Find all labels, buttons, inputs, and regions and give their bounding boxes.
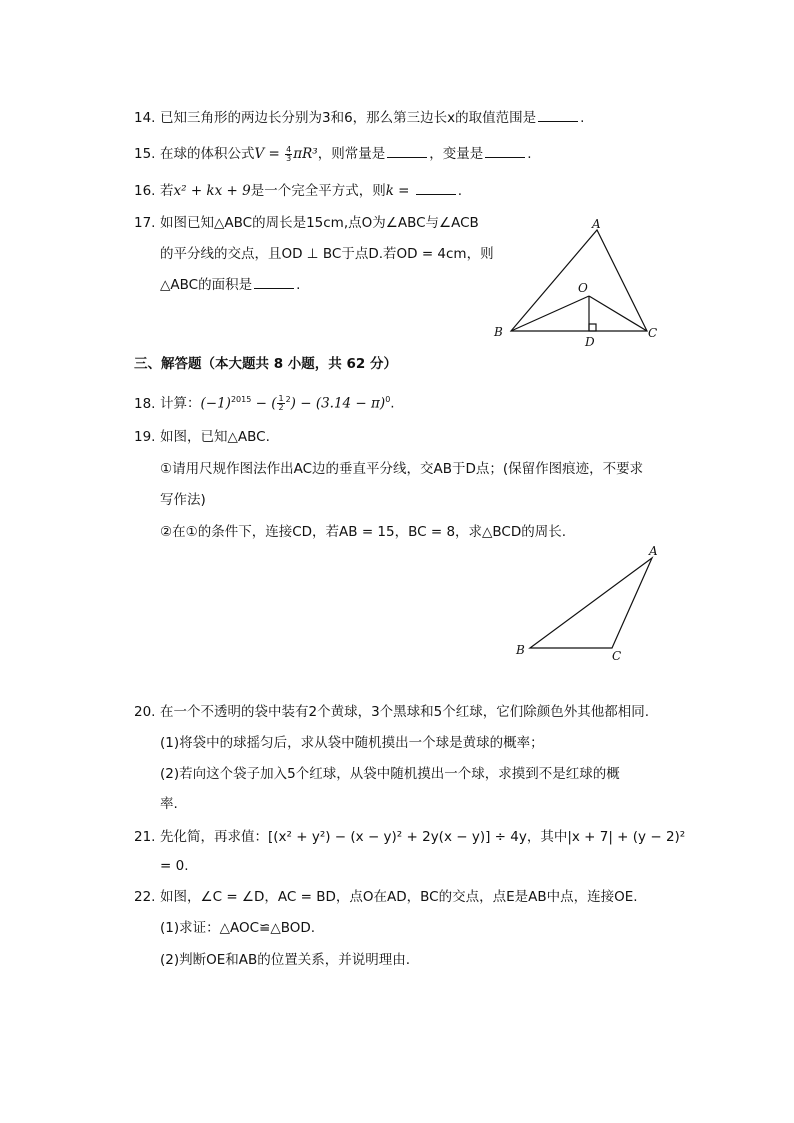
label-a: A (649, 544, 658, 558)
label-b: B (516, 643, 525, 657)
question-20-line-1: 20. 在一个不透明的袋中装有2个黄球，3个黑球和5个红球，它们除颜色外其他都相同. (134, 704, 650, 720)
label-c: C (612, 649, 622, 663)
question-20-line-3: (2)若向这个袋子加入5个红球，从袋中随机摸出一个球，求摸到不是红球的概 (160, 766, 620, 782)
question-20-line-4: 率. (160, 796, 178, 812)
question-16: 16. 若x² + kx + 9是一个完全平方式，则k = . (134, 183, 463, 199)
question-22-line-1: 22. 如图，∠C = ∠D，AC = BD，点O在AD，BC的交点，点E是AB中点，连接OE. (134, 889, 638, 905)
question-number: 18. (134, 395, 156, 412)
question-number: 22. (134, 889, 156, 905)
question-15: 15. 在球的体积公式V = $\frac{4}{3}$ πR³，则常量是 ，变量是 . (134, 144, 532, 163)
question-19-line-1: 19. 如图，已知△ABC. (134, 429, 270, 445)
question-18: 18. 计算：$(-1)^{2015}$ − ( $\frac{1}{2}$ $^2) - (3.14 - \pi)^0$. (134, 394, 395, 412)
question-20-line-2: (1)将袋中的球摇匀后，求从袋中随机摸出一个球是黄球的概率； (160, 735, 544, 751)
fraction: $\frac{4}{3}$ (286, 144, 292, 163)
question-number: 21. (134, 829, 156, 845)
label-b: B (494, 325, 503, 339)
question-number: 16. (134, 183, 156, 199)
question-22-line-3: (2)判断OE和AB的位置关系，并说明理由. (160, 952, 411, 968)
fraction: $\frac{1}{2}$ (278, 394, 284, 412)
question-number: 17. (134, 215, 156, 231)
label-a: A (592, 217, 601, 231)
question-19-line-3: 写作法) (160, 492, 206, 508)
question-14: 14. 已知三角形的两边长分别为3和6，那么第三边长x的取值范围是 . (134, 110, 585, 126)
question-17-line-2: 的平分线的交点，且OD ⊥ BC于点D.若OD = 4cm，则 (160, 246, 494, 262)
question-number: 14. (134, 110, 156, 126)
question-text: 已知三角形的两边长分别为3和6，那么第三边长x的取值范围是 (160, 110, 537, 126)
section-title: 三、解答题（本大题共 8 小题，共 62 分） (134, 356, 397, 372)
question-number: 15. (134, 146, 156, 162)
question-number: 20. (134, 704, 156, 720)
triangle-abc (530, 558, 652, 648)
question-21-line-2: = 0. (160, 858, 189, 874)
label-d: D (585, 335, 595, 349)
question-22-line-2: (1)求证：△AOC≌△BOD. (160, 920, 316, 936)
question-number: 19. (134, 429, 156, 445)
question-17-line-1: 17. 如图已知△ABC的周长是15cm,点O为∠ABC与∠ACB (134, 215, 479, 231)
question-19-line-4: ②在①的条件下，连接CD，若AB = 15，BC = 8，求△BCD的周长. (160, 524, 567, 540)
question-17-line-3: △ABC的面积是 . (160, 277, 301, 293)
question-19-line-2: ①请用尺规作图法作出AC边的垂直平分线，交AB于D点；(保留作图痕迹，不要求 (160, 461, 644, 477)
label-c: C (648, 326, 658, 340)
label-o: O (578, 281, 588, 295)
question-21-line-1: 21. 先化简，再求值：[(x² + y²) − (x − y)² + 2y(x − y)] ÷ 4y，其中|x + 7| + (y − 2)² (134, 829, 686, 845)
